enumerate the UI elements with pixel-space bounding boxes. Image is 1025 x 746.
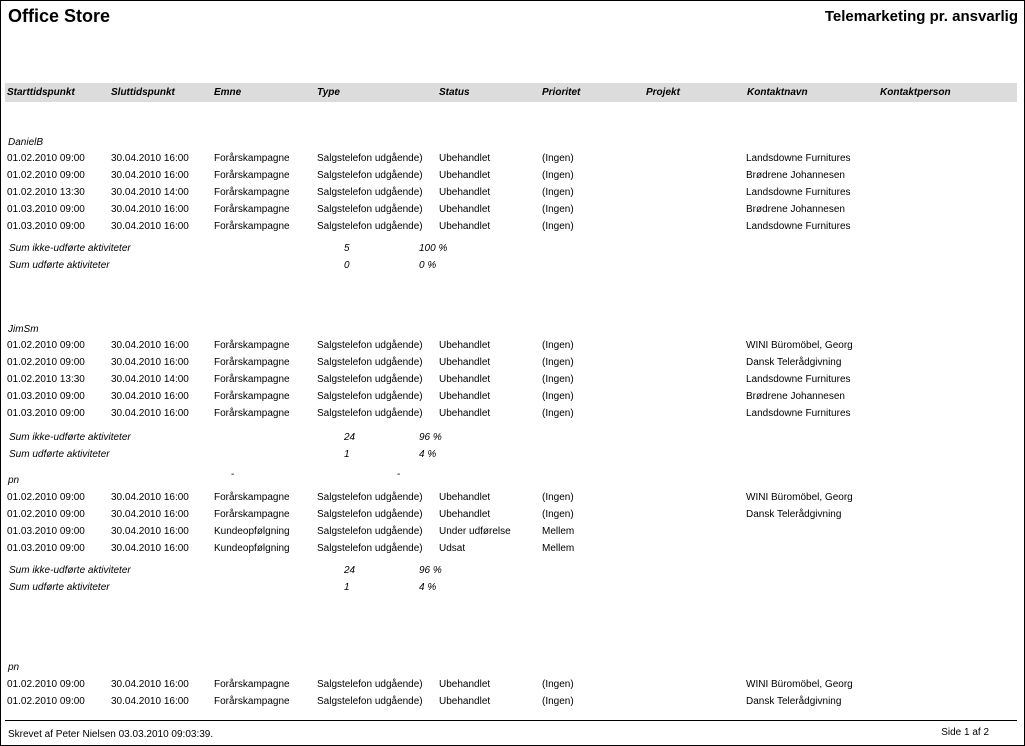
cell-type: Salgstelefon udgående): [317, 340, 423, 351]
cell-priority: (Ingen): [542, 509, 574, 520]
table-row: [1, 526, 1021, 543]
cell-end-time: 30.04.2010 16:00: [111, 509, 189, 520]
cell-subject: Forårskampagne: [214, 408, 290, 419]
cell-type: Salgstelefon udgående): [317, 509, 423, 520]
cell-contact-name: Landsdowne Furnitures: [746, 374, 851, 385]
table-row: [1, 391, 1021, 408]
cell-status: Ubehandlet: [439, 509, 491, 520]
cell-subject: Forårskampagne: [214, 374, 290, 385]
footer-written-by: Skrevet af Peter Nielsen 03.03.2010 09:03:39.: [8, 729, 214, 740]
cell-start-time: 01.02.2010 09:00: [7, 696, 85, 707]
cell-subject: Forårskampagne: [214, 187, 290, 198]
cell-type: Salgstelefon udgående): [317, 153, 423, 164]
cell-contact-name: WINI Büromöbel, Georg: [746, 340, 853, 351]
column-header-type: Type: [317, 87, 340, 98]
cell-start-time: 01.02.2010 09:00: [7, 153, 85, 164]
cell-end-time: 30.04.2010 16:00: [111, 204, 189, 215]
cell-subject: Kundeopfølgning: [214, 543, 290, 554]
summary-row: [1, 243, 1021, 260]
summary-percent: 4 %: [419, 449, 437, 460]
cell-subject: Forårskampagne: [214, 492, 290, 503]
summary-label: Sum udførte aktiviteter: [9, 582, 110, 593]
summary-percent: 100 %: [419, 243, 448, 254]
cell-priority: (Ingen): [542, 696, 574, 707]
footer-page-number: Side 1 af 2: [941, 727, 989, 738]
cell-start-time: 01.02.2010 09:00: [7, 357, 85, 368]
group-label: JimSm: [8, 324, 39, 335]
cell-status: Ubehandlet: [439, 170, 491, 181]
cell-type: Salgstelefon udgående): [317, 187, 423, 198]
table-row: [1, 153, 1021, 170]
table-row: [1, 340, 1021, 357]
cell-contact-name: Brødrene Johannesen: [746, 391, 845, 402]
cell-contact-name: Landsdowne Furnitures: [746, 408, 851, 419]
cell-subject: Forårskampagne: [214, 509, 290, 520]
cell-contact-name: WINI Büromöbel, Georg: [746, 679, 853, 690]
cell-end-time: 30.04.2010 16:00: [111, 221, 189, 232]
cell-subject: Forårskampagne: [214, 170, 290, 181]
column-header-starttidspunkt: Starttidspunkt: [7, 87, 75, 98]
cell-priority: (Ingen): [542, 187, 574, 198]
cell-status: Ubehandlet: [439, 340, 491, 351]
cell-status: Under udførelse: [439, 526, 511, 537]
table-row: [1, 357, 1021, 374]
cell-status: Ubehandlet: [439, 204, 491, 215]
cell-type: Salgstelefon udgående): [317, 170, 423, 181]
cell-end-time: 30.04.2010 16:00: [111, 153, 189, 164]
cell-end-time: 30.04.2010 16:00: [111, 526, 189, 537]
cell-type: Salgstelefon udgående): [317, 357, 423, 368]
cell-start-time: 01.03.2010 09:00: [7, 408, 85, 419]
cell-type: Salgstelefon udgående): [317, 374, 423, 385]
cell-status: Ubehandlet: [439, 679, 491, 690]
column-header-kontaktperson: Kontaktperson: [880, 87, 951, 98]
cell-contact-name: Brødrene Johannesen: [746, 170, 845, 181]
cell-priority: (Ingen): [542, 408, 574, 419]
table-row: [1, 374, 1021, 391]
cell-priority: Mellem: [542, 526, 575, 537]
cell-start-time: 01.03.2010 09:00: [7, 543, 85, 554]
cell-start-time: 01.03.2010 09:00: [7, 391, 85, 402]
cell-start-time: 01.02.2010 13:30: [7, 374, 85, 385]
cell-priority: (Ingen): [542, 221, 574, 232]
column-header-band: [5, 83, 1017, 102]
cell-end-time: 30.04.2010 14:00: [111, 187, 189, 198]
summary-count: 24: [344, 432, 356, 443]
cell-end-time: 30.04.2010 16:00: [111, 679, 189, 690]
summary-row: [1, 260, 1021, 277]
column-header-kontaktnavn: Kontaktnavn: [747, 87, 808, 98]
cell-end-time: 30.04.2010 16:00: [111, 492, 189, 503]
cell-status: Ubehandlet: [439, 408, 491, 419]
cell-status: Ubehandlet: [439, 696, 491, 707]
cell-end-time: 30.04.2010 16:00: [111, 340, 189, 351]
summary-row: [1, 582, 1021, 599]
summary-row: [1, 565, 1021, 582]
cell-type: Salgstelefon udgående): [317, 543, 423, 554]
cell-contact-name: Landsdowne Furnitures: [746, 153, 851, 164]
cell-contact-name: Brødrene Johannesen: [746, 204, 845, 215]
cell-contact-name: Dansk Telerådgivning: [746, 357, 842, 368]
cell-type: Salgstelefon udgående): [317, 526, 423, 537]
cell-status: Ubehandlet: [439, 374, 491, 385]
cell-subject: Forårskampagne: [214, 340, 290, 351]
table-row: [1, 408, 1021, 425]
summary-label: Sum ikke-udførte aktiviteter: [9, 432, 131, 443]
table-row: [1, 204, 1021, 221]
column-header-projekt: Projekt: [646, 87, 680, 98]
cell-subject: Forårskampagne: [214, 391, 290, 402]
cell-subject: Kundeopfølgning: [214, 526, 290, 537]
cell-status: Ubehandlet: [439, 153, 491, 164]
cell-type: Salgstelefon udgående): [317, 221, 423, 232]
cell-start-time: 01.03.2010 09:00: [7, 221, 85, 232]
cell-contact-name: Landsdowne Furnitures: [746, 187, 851, 198]
column-header-sluttidspunkt: Sluttidspunkt: [111, 87, 175, 98]
table-row: [1, 543, 1021, 560]
table-row: [1, 187, 1021, 204]
summary-count: 1: [344, 582, 350, 593]
cell-end-time: 30.04.2010 16:00: [111, 543, 189, 554]
cell-priority: (Ingen): [542, 391, 574, 402]
cell-status: Ubehandlet: [439, 492, 491, 503]
summary-count: 5: [344, 243, 350, 254]
table-row: [1, 492, 1021, 509]
table-row: [1, 221, 1021, 238]
cell-end-time: 30.04.2010 16:00: [111, 408, 189, 419]
group-label: pn: [8, 662, 20, 673]
cell-contact-name: Landsdowne Furnitures: [746, 221, 851, 232]
cell-status: Ubehandlet: [439, 391, 491, 402]
footer-divider: [5, 720, 1017, 721]
column-header-prioritet: Prioritet: [542, 87, 581, 98]
cell-status: Ubehandlet: [439, 187, 491, 198]
cell-priority: (Ingen): [542, 340, 574, 351]
table-row: [1, 696, 1021, 713]
summary-count: 1: [344, 449, 350, 460]
cell-type: Salgstelefon udgående): [317, 408, 423, 419]
separator-mark: -: [231, 469, 235, 480]
cell-status: Udsat: [439, 543, 466, 554]
cell-end-time: 30.04.2010 16:00: [111, 170, 189, 181]
cell-end-time: 30.04.2010 16:00: [111, 696, 189, 707]
cell-start-time: 01.03.2010 09:00: [7, 526, 85, 537]
cell-start-time: 01.02.2010 09:00: [7, 170, 85, 181]
summary-label: Sum ikke-udførte aktiviteter: [9, 565, 131, 576]
cell-type: Salgstelefon udgående): [317, 204, 423, 215]
cell-subject: Forårskampagne: [214, 204, 290, 215]
column-header-emne: Emne: [214, 87, 242, 98]
cell-type: Salgstelefon udgående): [317, 696, 423, 707]
cell-priority: (Ingen): [542, 357, 574, 368]
cell-priority: Mellem: [542, 543, 575, 554]
cell-priority: (Ingen): [542, 170, 574, 181]
summary-percent: 96 %: [419, 432, 442, 443]
summary-label: Sum ikke-udførte aktiviteter: [9, 243, 131, 254]
cell-contact-name: WINI Büromöbel, Georg: [746, 492, 853, 503]
cell-start-time: 01.02.2010 09:00: [7, 492, 85, 503]
cell-start-time: 01.02.2010 09:00: [7, 679, 85, 690]
cell-priority: (Ingen): [542, 204, 574, 215]
cell-start-time: 01.02.2010 13:30: [7, 187, 85, 198]
summary-percent: 4 %: [419, 582, 437, 593]
table-row: [1, 679, 1021, 696]
column-header-status: Status: [439, 87, 470, 98]
company-title: Office Store: [8, 6, 111, 26]
summary-percent: 96 %: [419, 565, 442, 576]
separator-mark: -: [397, 469, 401, 480]
summary-row: [1, 449, 1021, 466]
cell-type: Salgstelefon udgående): [317, 679, 423, 690]
cell-status: Ubehandlet: [439, 357, 491, 368]
cell-priority: (Ingen): [542, 374, 574, 385]
summary-count: 0: [344, 260, 350, 271]
cell-contact-name: Dansk Telerådgivning: [746, 696, 842, 707]
cell-status: Ubehandlet: [439, 221, 491, 232]
cell-priority: (Ingen): [542, 679, 574, 690]
table-row: [1, 509, 1021, 526]
cell-subject: Forårskampagne: [214, 696, 290, 707]
cell-priority: (Ingen): [542, 153, 574, 164]
cell-end-time: 30.04.2010 16:00: [111, 357, 189, 368]
cell-start-time: 01.02.2010 09:00: [7, 509, 85, 520]
cell-end-time: 30.04.2010 14:00: [111, 374, 189, 385]
summary-row: [1, 432, 1021, 449]
cell-start-time: 01.02.2010 09:00: [7, 340, 85, 351]
group-label: DanielB: [8, 137, 44, 148]
table-row: [1, 170, 1021, 187]
summary-percent: 0 %: [419, 260, 437, 271]
cell-subject: Forårskampagne: [214, 221, 290, 232]
cell-type: Salgstelefon udgående): [317, 391, 423, 402]
cell-type: Salgstelefon udgående): [317, 492, 423, 503]
report-title: Telemarketing pr. ansvarlig: [824, 8, 1018, 25]
cell-subject: Forårskampagne: [214, 679, 290, 690]
cell-subject: Forårskampagne: [214, 357, 290, 368]
summary-count: 24: [344, 565, 356, 576]
cell-start-time: 01.03.2010 09:00: [7, 204, 85, 215]
cell-contact-name: Dansk Telerådgivning: [746, 509, 842, 520]
group-label: pn: [8, 475, 20, 486]
cell-priority: (Ingen): [542, 492, 574, 503]
summary-label: Sum udførte aktiviteter: [9, 260, 110, 271]
cell-end-time: 30.04.2010 16:00: [111, 391, 189, 402]
summary-label: Sum udførte aktiviteter: [9, 449, 110, 460]
cell-subject: Forårskampagne: [214, 153, 290, 164]
